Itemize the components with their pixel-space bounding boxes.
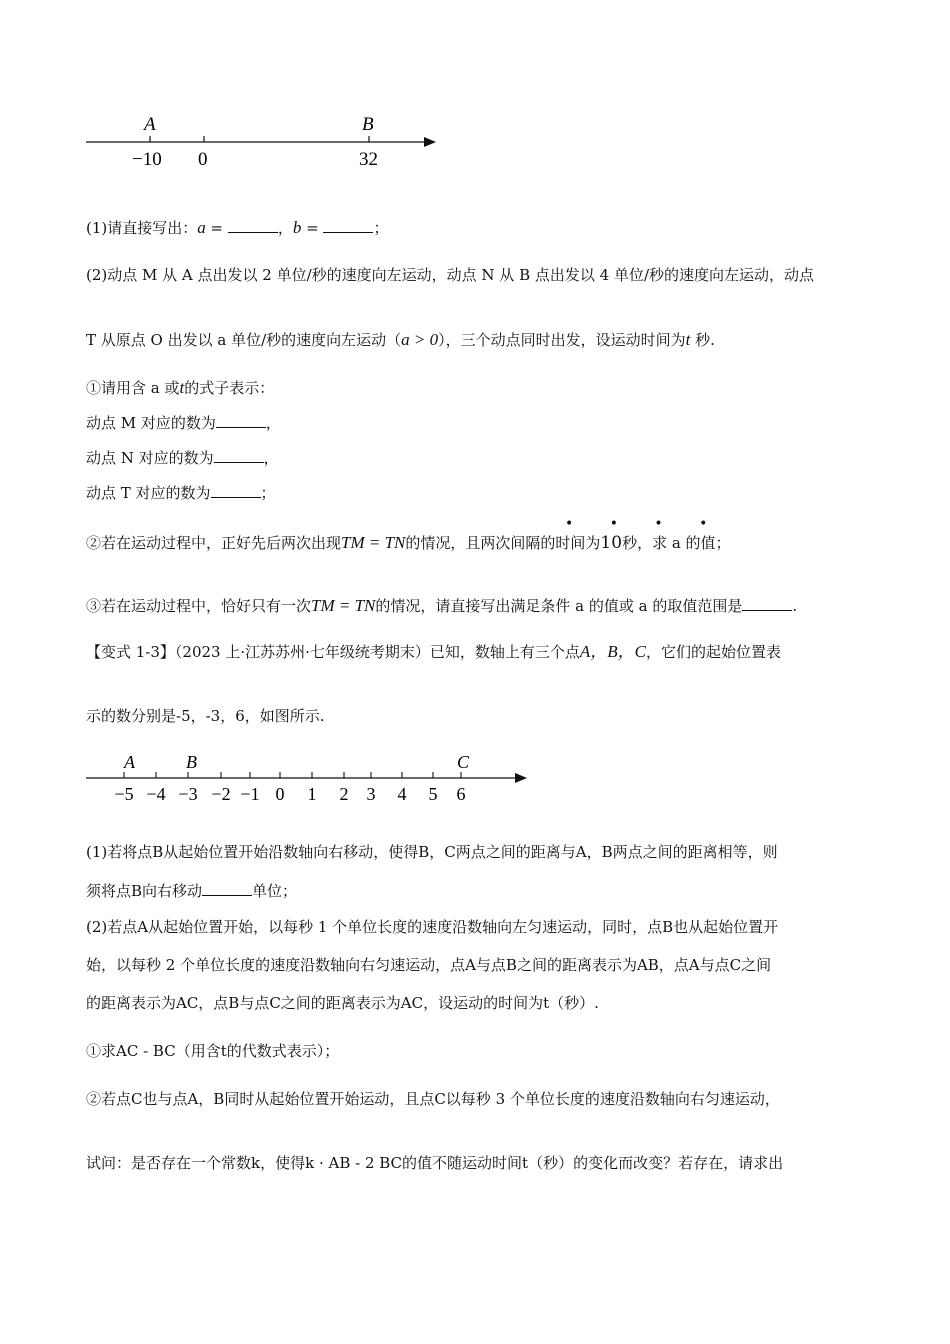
answer-blank-m[interactable] [216, 413, 266, 428]
tick-labels [114, 784, 465, 804]
tick-label: 5 [428, 784, 438, 804]
point-label-c: C [457, 752, 470, 772]
point-n-expression: 动点 N 对应的数为 ， [86, 449, 279, 467]
tick-marks [124, 772, 461, 778]
sub-question-1: ①请用含 a 或t的式子表示： [86, 378, 275, 397]
variant-sub-question-2-cont: 试问：是否存在一个常数k，使得k · AB - 2 BC的值不随运动时间t（秒）的变化而改变？若存在，请求出 [86, 1154, 784, 1172]
tick-label: −2 [211, 784, 231, 804]
sub-question-2: ②若在运动过程中，正好先后两次出现TM = TN的情况，且两次间隔的时间为10秒，求 a 的值； [86, 533, 731, 553]
tick-label: 4 [397, 784, 407, 804]
question-2-line-1: (2)动点 M 从 A 点出发以 2 单位/秒的速度向左运动，动点 N 从 B 点出发以 4 单位/秒的速度向左运动，动点 [86, 266, 815, 284]
variant-question-1-line-1: (1)若将点B从起始位置开始沿数轴向右移动，使得B，C两点之间的距离与A，B两点之间的距离相等，则 [86, 843, 778, 861]
variant-question-2-line-3: 的距离表示为AC，点B与点C之间的距离表示为AC，设运动的时间为t（秒）. [86, 994, 599, 1012]
emphasis-dots: • • • • [565, 516, 724, 532]
tick-label: 1 [307, 784, 317, 804]
variant-line-2: 示的数分别是-5，-3，6，如图所示. [86, 707, 325, 725]
tick-label: 3 [366, 784, 376, 804]
variant-question-2-line-1: (2)若点A从起始位置开始，以每秒 1 个单位长度的速度沿数轴向左匀速运动，同时，点B也从起始位置开 [86, 918, 779, 936]
point-label-a: A [144, 114, 156, 135]
answer-blank-move[interactable] [202, 881, 252, 896]
answer-blank-n[interactable] [214, 448, 264, 463]
tick-label: 2 [339, 784, 349, 804]
sub-question-3: ③若在运动过程中，恰好只有一次TM = TN的情况，请直接写出满足条件 a 的值或 a 的取值范围是 . [86, 596, 798, 615]
number-line-figure-2 [80, 748, 540, 808]
answer-blank-range[interactable] [742, 596, 792, 611]
tick-label: −4 [146, 784, 166, 804]
answer-blank-t[interactable] [211, 483, 261, 498]
point-label-b: B [362, 114, 374, 135]
point-label-b: B [186, 752, 197, 772]
point-t-expression: 动点 T 对应的数为 ； [86, 484, 276, 502]
question-1: (1)请直接写出：a = ，b = ； [86, 218, 389, 237]
variant-question-1-line-2: 须将点B向右移动 单位； [86, 882, 298, 900]
answer-blank-b[interactable] [323, 218, 373, 233]
tick-label: 32 [359, 149, 378, 170]
tick-label: 0 [275, 784, 285, 804]
tick-label: −1 [240, 784, 260, 804]
tick-label: −5 [114, 784, 134, 804]
question-2-line-2: T 从原点 O 出发以 a 单位/秒的速度向左运动（a > 0），三个动点同时出发，设运动时间为t 秒. [86, 330, 715, 349]
point-label-a: A [124, 752, 135, 772]
tick-label: −10 [132, 149, 162, 170]
tick-label: 0 [198, 149, 208, 170]
tick-label: −3 [178, 784, 198, 804]
number-line-figure-1 [80, 108, 450, 178]
answer-blank-a[interactable] [228, 218, 278, 233]
variant-sub-question-1: ①求AC - BC（用含t的代数式表示）； [86, 1042, 340, 1060]
tick-label: 6 [456, 784, 466, 804]
variant-sub-question-2: ②若点C也与点A，B同时从起始位置开始运动，且点C以每秒 3 个单位长度的速度沿数轴向右匀速运动， [86, 1090, 780, 1108]
variant-heading: 【变式 1-3】（2023 上·江苏苏州·七年级统考期末）已知，数轴上有三个点A，B，C，它们的起始位置表 [86, 642, 782, 661]
variant-question-2-line-2: 始，以每秒 2 个单位长度的速度沿数轴向右匀速运动，点A与点B之间的距离表示为AB，点A与点C之间 [86, 956, 772, 974]
point-m-expression: 动点 M 对应的数为 ， [86, 414, 281, 432]
